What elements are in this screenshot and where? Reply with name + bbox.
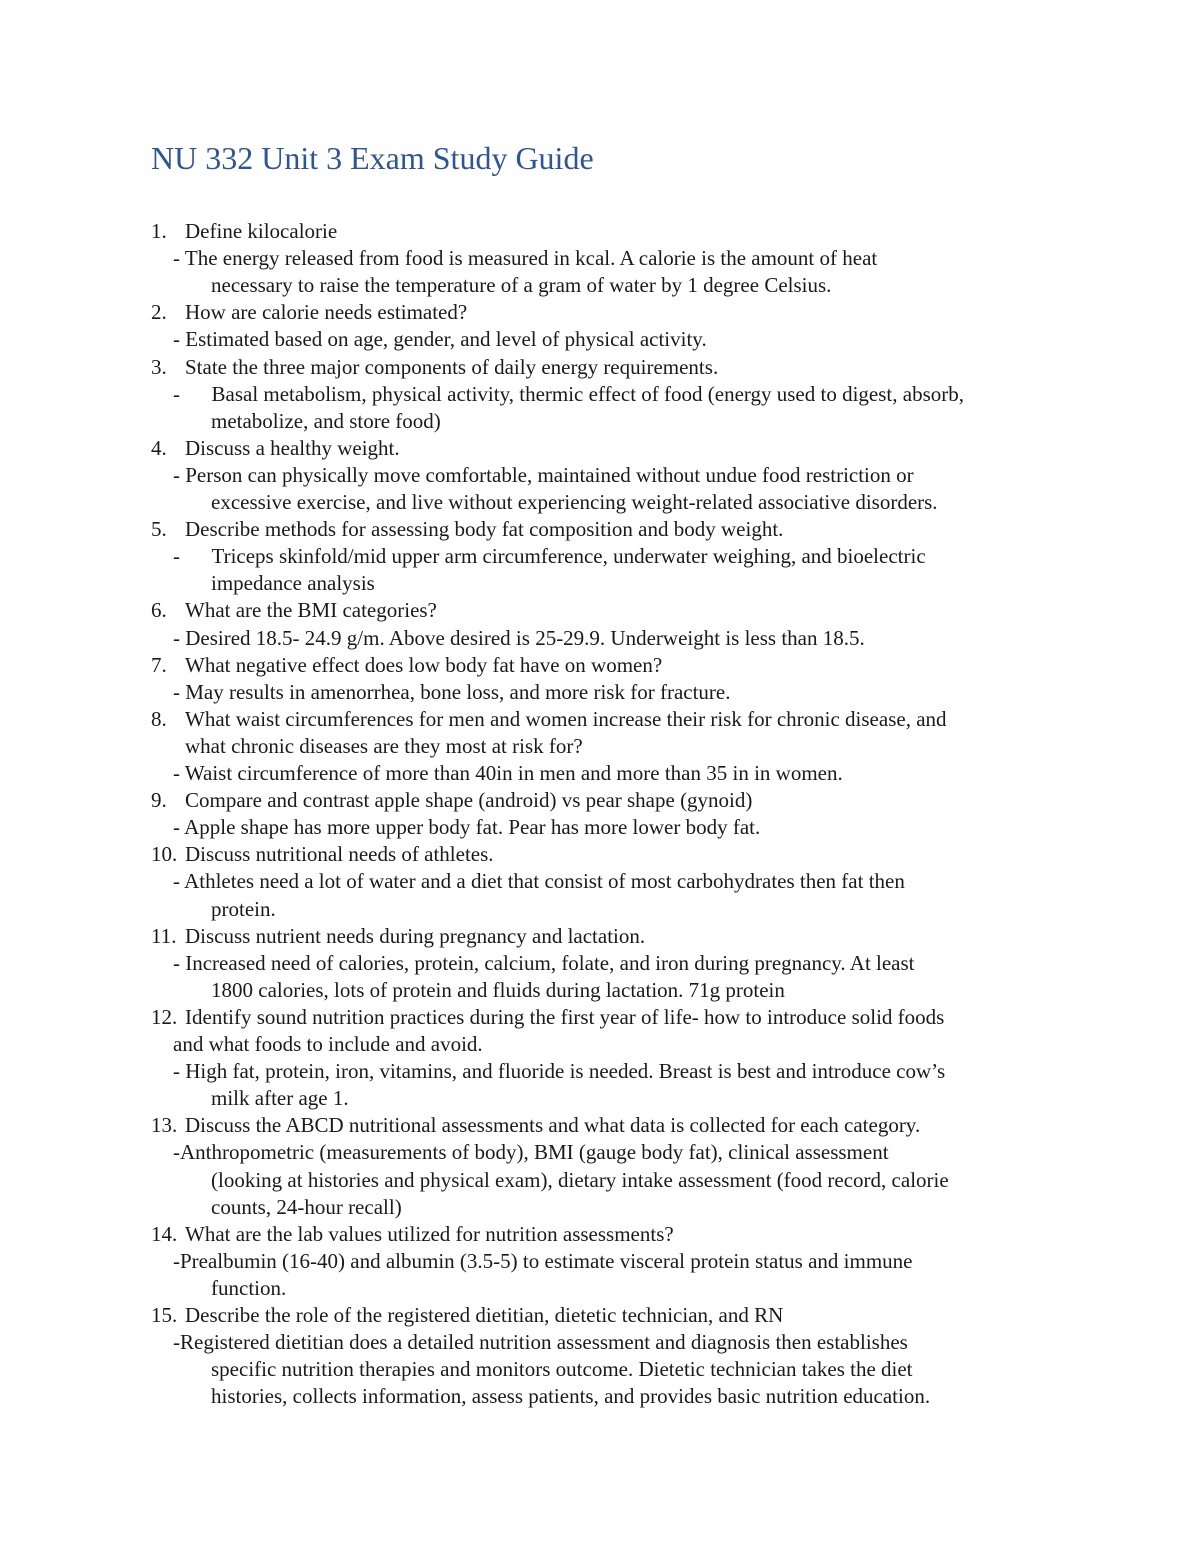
line-text: histories, collects information, assess patients, and provides basic nutrition education. bbox=[211, 1384, 931, 1409]
continuation-line bbox=[211, 570, 375, 597]
continuation-line bbox=[211, 1356, 913, 1383]
question-number: 11. bbox=[151, 923, 177, 948]
question-text: How are calorie needs estimated? bbox=[185, 300, 468, 325]
answer-line bbox=[173, 1329, 908, 1356]
line-text: milk after age 1. bbox=[211, 1086, 349, 1111]
question-text: Identify sound nutrition practices during the first year of life- how to introduce solid foods bbox=[185, 1004, 945, 1029]
question-number: 4. bbox=[151, 435, 167, 460]
question-line bbox=[151, 841, 494, 868]
answer-line bbox=[173, 625, 865, 652]
answer-line bbox=[173, 326, 707, 353]
continuation-line bbox=[211, 1275, 286, 1302]
continuation-line bbox=[211, 272, 831, 299]
line-text: - May results in amenorrhea, bone loss, and more risk for fracture. bbox=[173, 679, 731, 704]
answer-line bbox=[173, 1058, 945, 1085]
answer-line bbox=[173, 814, 760, 841]
question-line bbox=[151, 1004, 944, 1031]
line-text: impedance analysis bbox=[211, 571, 375, 596]
question-number: 3. bbox=[151, 354, 167, 379]
question-number: 7. bbox=[151, 652, 167, 677]
question-text: Discuss the ABCD nutritional assessments and what data is collected for each category. bbox=[185, 1113, 921, 1138]
question-line bbox=[151, 652, 662, 679]
line-text: specific nutrition therapies and monitors outcome. Dietetic technician takes the diet bbox=[211, 1357, 913, 1382]
line-text: 1800 calories, lots of protein and fluids during lactation. 71g protein bbox=[211, 977, 785, 1002]
line-text: - Increased need of calories, protein, calcium, folate, and iron during pregnancy. At least bbox=[173, 950, 915, 975]
line-text: function. bbox=[211, 1275, 287, 1300]
question-number: 10. bbox=[151, 842, 178, 867]
question-line bbox=[151, 1221, 674, 1248]
question-number: 1. bbox=[151, 219, 167, 243]
question-text: Compare and contrast apple shape (android) vs pear shape (gynoid) bbox=[185, 788, 753, 813]
line-text: metabolize, and store food) bbox=[211, 408, 441, 433]
continuation-line bbox=[211, 1194, 402, 1221]
question-text: What negative effect does low body fat have on women? bbox=[185, 652, 663, 677]
document-title: NU 332 Unit 3 Exam Study Guide bbox=[151, 140, 594, 176]
continuation-line bbox=[173, 1031, 483, 1058]
question-line bbox=[151, 923, 645, 950]
question-text: What waist circumferences for men and women increase their risk for chronic disease, and bbox=[185, 706, 947, 731]
line-text: - Basal metabolism, physical activity, thermic effect of food (energy used to digest, absorb, bbox=[173, 381, 964, 406]
continuation-line bbox=[211, 896, 276, 923]
question-line bbox=[151, 1112, 920, 1139]
answer-line bbox=[173, 950, 915, 977]
continuation-line bbox=[211, 1383, 930, 1410]
line-text: -Anthropometric (measurements of body), BMI (gauge body fat), clinical assessment bbox=[173, 1140, 889, 1165]
question-text: State the three major components of daily energy requirements. bbox=[185, 354, 719, 379]
continuation-line bbox=[211, 977, 785, 1004]
question-number: 13. bbox=[151, 1113, 178, 1138]
line-text: (looking at histories and physical exam), dietary intake assessment (food record, calorie bbox=[211, 1167, 949, 1192]
question-line bbox=[151, 218, 337, 245]
question-line bbox=[151, 706, 947, 733]
question-text: What are the BMI categories? bbox=[185, 598, 437, 623]
question-number: 8. bbox=[151, 706, 167, 731]
question-number: 12. bbox=[151, 1004, 178, 1029]
line-text: - Estimated based on age, gender, and level of physical activity. bbox=[173, 327, 707, 352]
question-text: Describe methods for assessing body fat composition and body weight. bbox=[185, 517, 784, 542]
answer-line bbox=[173, 679, 730, 706]
answer-line bbox=[173, 462, 914, 489]
answer-line bbox=[173, 543, 926, 570]
question-number: 2. bbox=[151, 300, 167, 325]
question-line bbox=[151, 1302, 783, 1329]
question-line bbox=[151, 597, 437, 624]
line-text: - High fat, protein, iron, vitamins, and fluoride is needed. Breast is best and introduce cow’s bbox=[173, 1059, 946, 1084]
answer-line bbox=[173, 868, 905, 895]
question-number: 15. bbox=[151, 1303, 178, 1327]
line-text: necessary to raise the temperature of a gram of water by 1 degree Celsius. bbox=[211, 273, 832, 298]
question-line bbox=[151, 516, 783, 543]
question-number: 14. bbox=[151, 1221, 178, 1246]
line-text: - Athletes need a lot of water and a diet that consist of most carbohydrates then fat then bbox=[173, 869, 905, 894]
line-text: - Desired 18.5- 24.9 g/m. Above desired is 25-29.9. Underweight is less than 18.5. bbox=[173, 625, 865, 650]
line-text: - Waist circumference of more than 40in in men and more than 35 in in women. bbox=[173, 761, 843, 785]
line-text: counts, 24-hour recall) bbox=[211, 1194, 402, 1219]
question-number: 6. bbox=[151, 598, 167, 623]
continuation-line bbox=[211, 1085, 349, 1112]
answer-line bbox=[173, 760, 843, 787]
line-text: -Registered dietitian does a detailed nutrition assessment and diagnosis then establishes bbox=[173, 1330, 908, 1355]
answer-line bbox=[173, 1248, 912, 1275]
question-line bbox=[151, 299, 467, 326]
answer-line bbox=[173, 1139, 889, 1166]
line-text: excessive exercise, and live without experiencing weight-related associative disorders. bbox=[211, 490, 938, 514]
question-line bbox=[151, 354, 718, 381]
question-text: What are the lab values utilized for nutrition assessments? bbox=[185, 1221, 674, 1246]
line-text: - The energy released from food is measured in kcal. A calorie is the amount of heat bbox=[173, 246, 878, 271]
question-text: Define kilocalorie bbox=[185, 219, 338, 243]
answer-line bbox=[173, 245, 877, 272]
line-text: - Apple shape has more upper body fat. Pear has more lower body fat. bbox=[173, 815, 761, 840]
continuation-line bbox=[211, 489, 938, 516]
continuation-line bbox=[211, 1167, 949, 1194]
continuation-line bbox=[211, 408, 441, 435]
question-text: Discuss nutrient needs during pregnancy and lactation. bbox=[185, 923, 646, 948]
line-text: and what foods to include and avoid. bbox=[173, 1032, 483, 1056]
question-number: 5. bbox=[151, 517, 167, 542]
line-text: -Prealbumin (16-40) and albumin (3.5-5) to estimate visceral protein status and immune bbox=[173, 1248, 913, 1273]
line-text: - Person can physically move comfortable, maintained without undue food restriction or bbox=[173, 462, 914, 487]
question-text: Describe the role of the registered dietitian, dietetic technician, and RN bbox=[185, 1303, 784, 1327]
continuation-line bbox=[185, 733, 583, 760]
question-line bbox=[151, 787, 752, 814]
answer-line bbox=[173, 381, 964, 408]
question-text: Discuss nutritional needs of athletes. bbox=[185, 842, 494, 867]
line-text: protein. bbox=[211, 896, 276, 921]
line-text: what chronic diseases are they most at risk for? bbox=[185, 733, 583, 758]
question-number: 9. bbox=[151, 788, 167, 813]
question-text: Discuss a healthy weight. bbox=[185, 435, 400, 460]
line-text: - Triceps skinfold/mid upper arm circumference, underwater weighing, and bioelectric bbox=[173, 544, 926, 569]
question-line bbox=[151, 435, 400, 462]
